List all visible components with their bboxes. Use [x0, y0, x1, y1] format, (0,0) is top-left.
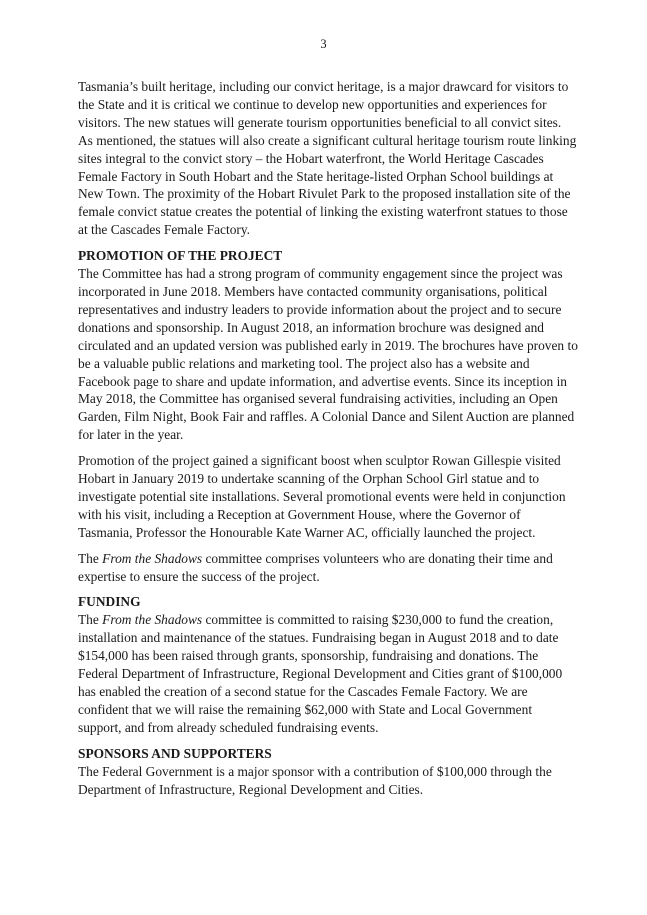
text-run: committee is committed to raising $230,000 to fund the creation, installation and maintenance of the statues. Fundraising began in August 2018 and to date $154,000 has been raised through grants, sponsorship, fundraising and donations. The Federal Department of Infrastructure, Regional Development and Cities grant of $100,000 has enabled the creation of a second statue for the Cascades Female Factory. We are confident that we will raise the remaining $62,000 with State and Local Government support, and from already scheduled fundraising events.	[78, 612, 563, 735]
sponsors-paragraph: The Federal Government is a major sponsor with a contribution of $100,000 through the Department of Infrastructure, Regional Development and Cities.	[78, 763, 552, 797]
promotion-paragraph-3	[78, 550, 578, 586]
project-name-italic: From the Shadows	[102, 612, 203, 628]
text-run: The	[78, 550, 103, 566]
intro-paragraph: Tasmania’s built heritage, including our convict heritage, is a major drawcard for visitors to the State and it is critical we continue to develop new opportunities and experiences for visitors. The new statues will generate tourism opportunities beneficial to all convict sites. As mentioned, the statues will also create a significant cultural heritage tourism route linking sites integral to the convict story – the Hobart waterfront, the World Heritage Cascades Female Factory in South Hobart and the State heritage-listed Orphan School buildings at New Town. The proximity of the Hobart Rivulet Park to the proposed installation site of the female convict statue creates the potential of linking the existing waterfront statues to those at the Cascades Female Factory.	[78, 79, 577, 238]
funding-paragraph	[78, 611, 578, 736]
project-name-italic: From the Shadows	[102, 550, 203, 566]
promotion-paragraph-2: Promotion of the project gained a significant boost when sculptor Rowan Gillespie visited Hobart in January 2019 to undertake scanning of the Orphan School Girl statue and to investigate potential site installations. Several promotional events were held in conjunction with his visit, including a Reception at Government House, where the Governor of Tasmania, Professor the Honourable Kate Warner AC, officially launched the project.	[78, 453, 566, 540]
text-run: committee comprises volunteers who are donating their time and expertise to ensure the success of the project.	[78, 550, 553, 584]
promotion-paragraph-1: The Committee has had a strong program of community engagement since the project was incorporated in June 2018. Members have contacted community organisations, political representatives and industry leaders to provide information about the project and to secure donations and sponsorship. In August 2018, an information brochure was designed and circulated and an updated version was published early in 2019. The brochures have proven to be a valuable public relations and marketing tool. The project also has a website and Facebook page to share and update information, and advertise events. Since its inception in May 2018, the Committee has organised several fundraising activities, including an Open Garden, Film Night, Book Fair and raffles. A Colonial Dance and Silent Auction are planned for later in the year.	[78, 266, 578, 443]
text-run: The	[78, 612, 103, 628]
sponsors-heading: SPONSORS AND SUPPORTERS	[78, 745, 272, 761]
document-body	[78, 78, 578, 806]
page-number: 3	[320, 37, 327, 51]
funding-heading: FUNDING	[78, 594, 141, 610]
promotion-heading: PROMOTION OF THE PROJECT	[78, 248, 283, 264]
